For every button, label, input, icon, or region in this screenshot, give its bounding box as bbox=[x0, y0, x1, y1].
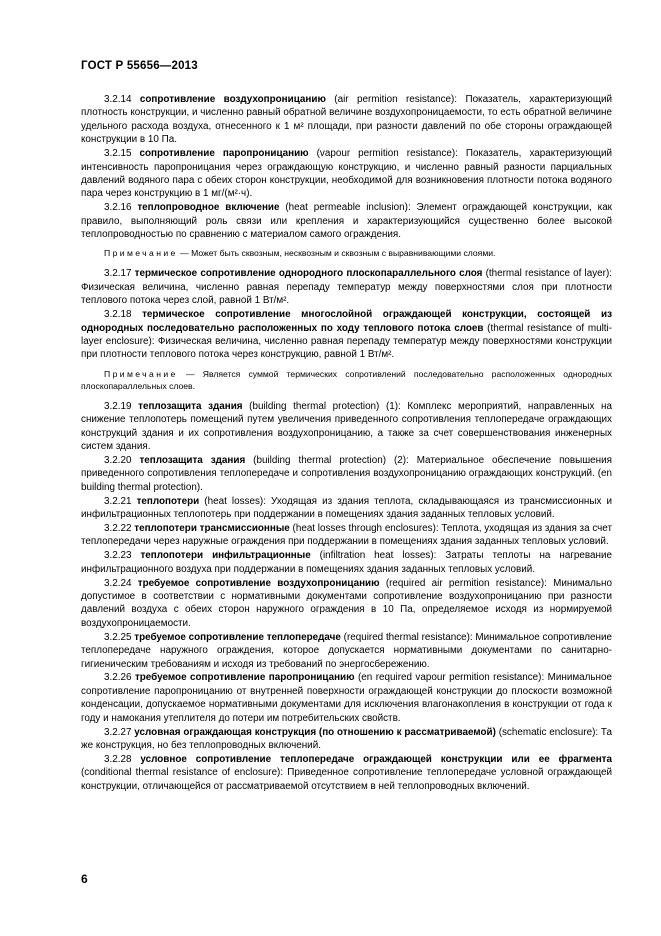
term-title: теплопотери bbox=[136, 495, 200, 507]
term-number: 3.2.25 bbox=[104, 631, 132, 643]
term-definition: (conditional thermal resistance of enclosure): Приведенное сопротивление теплопередаче условной ограждающей конструкции, отличающейся от рассматриваемой отсутствием в ней теплопроводных включений. bbox=[81, 767, 612, 792]
term-number: 3.2.18 bbox=[104, 309, 132, 321]
term-number: 3.2.14 bbox=[104, 94, 132, 105]
term-3-2-24 bbox=[81, 577, 612, 631]
term-number: 3.2.21 bbox=[104, 495, 132, 507]
note-label: Примечание bbox=[104, 248, 178, 259]
term-3-2-20 bbox=[81, 454, 612, 494]
term-number: 3.2.19 bbox=[104, 400, 132, 412]
term-3-2-25 bbox=[81, 631, 612, 671]
note-text: — Является суммой термических сопротивлений последовательно расположенных однородных плоскопараллельных слоев. bbox=[81, 368, 612, 391]
term-3-2-21 bbox=[81, 495, 612, 522]
term-title: теплопотери инфильтрационные bbox=[140, 550, 311, 562]
term-title: теплозащита здания bbox=[138, 400, 243, 412]
term-number: 3.2.26 bbox=[104, 672, 132, 684]
term-title: теплопроводное включение bbox=[137, 202, 280, 214]
term-title: теплозащита здания bbox=[139, 454, 246, 466]
term-number: 3.2.23 bbox=[104, 550, 132, 562]
term-number: 3.2.24 bbox=[104, 577, 132, 589]
term-3-2-28 bbox=[81, 753, 612, 793]
term-title: требуемое сопротивление воздухопроницанию bbox=[137, 577, 380, 589]
term-3-2-14 bbox=[81, 93, 612, 147]
document-header: ГОСТ Р 55656—2013 bbox=[81, 60, 198, 72]
note-text: — Может быть сквозным, несквозным и сквозным с выравнивающими слоями. bbox=[177, 248, 496, 259]
term-number: 3.2.17 bbox=[104, 268, 132, 280]
term-definition: (infiltration heat losses): Затраты теплоты на нагревание инфильтрационного воздуха при поддержании в помещениях здания заданных тепловых условий. bbox=[81, 550, 612, 575]
term-definition: (thermal resistance of layer): Физическая величина, численно равная перепаду температур между поверхностями слоя при плотности теплового потока через слой, равной 1 Вт/м². bbox=[81, 268, 612, 307]
term-3-2-18 bbox=[81, 308, 612, 362]
term-3-2-22 bbox=[81, 522, 612, 549]
page-number: 6 bbox=[81, 872, 88, 886]
term-title: термическое сопротивление однородного плоскопараллельного слоя bbox=[134, 268, 483, 280]
term-definition: (required air permition resistance): Минимально допустимое в соответствии с нормативными документами сопротивление воздухопроницанию при разности давлений воздуха с обеих сторон наружного ограждения в 10 Па, определяемое исходя из нормируемой воздухопроницаемости. bbox=[81, 577, 612, 629]
note-label: Примечание bbox=[104, 368, 178, 379]
term-3-2-27 bbox=[81, 726, 612, 753]
term-definition: (building thermal protection) (1): Комплекс мероприятий, направленных на снижение теплопотерь помещений путем увеличения приведенного сопротивления теплопередаче ограждающих конструкций здания и их сопротивления воздухопроницанию, а также за счет совершенствования инженерных систем здания. bbox=[81, 400, 612, 453]
term-number: 3.2.22 bbox=[104, 522, 132, 534]
term-definition: (schematic enclosure): Та же конструкция, но без теплопроводных включений. bbox=[81, 726, 613, 751]
note-1 bbox=[81, 247, 612, 259]
term-title: требуемое сопротивление паропроницанию bbox=[134, 672, 355, 684]
document-body bbox=[81, 93, 612, 794]
term-definition: (required thermal resistance): Минимальное сопротивление теплопередаче наружного ограждения, которое допускается нормативными документами по санитарно-гигиеническим требованиям и исходя из требований по энергосбережению. bbox=[81, 631, 612, 670]
term-title: теплопотери трансмиссионные bbox=[134, 522, 290, 534]
term-definition: (thermal resistance of multi-layer enclosure): Физическая величина, численно равная перепаду температур между поверхностями конструкции при плотности теплового потока через конструкцию, равной 1 Вт/м². bbox=[81, 322, 612, 361]
note-2 bbox=[81, 368, 612, 392]
term-3-2-15 bbox=[81, 147, 612, 201]
term-title: требуемое сопротивление теплопередаче bbox=[134, 631, 341, 643]
term-number: 3.2.16 bbox=[104, 202, 132, 214]
term-definition: (heat losses through enclosures): Теплота, уходящая из здания за счет теплопередачи через наружные ограждения при поддержании в помещениях здания заданных тепловых условий. bbox=[81, 522, 612, 548]
term-number: 3.2.28 bbox=[104, 753, 132, 765]
term-number: 3.2.20 bbox=[104, 454, 132, 466]
term-title: условная ограждающая конструкция (по отношению к рассматриваемой) bbox=[134, 726, 496, 738]
term-definition: (air permition resistance): Показатель, характеризующий плотность конструкции, и численно равный обратной величине воздухопроницаемости, то есть обратной величине удельного расхода воздуха, отнесенного к 1 м² площади, при разности давлений по обе стороны ограждающей конструкции в 10 Па. bbox=[81, 94, 612, 146]
term-3-2-26 bbox=[81, 671, 612, 725]
term-definition: (heat permeable inclusion): Элемент ограждающей конструкции, как правило, выполняющий роль связи или крепления и характеризующийся существенно более высокой теплопроводностью по сравнению с материалом самого ограждения. bbox=[81, 202, 612, 241]
term-definition: (vapour permition resistance): Показатель, характеризующий интенсивность паропроницания через ограждающую конструкцию, и численно равный разности парциальных давлений водяного пара с обеих сторон конструкции, необходимой для возникновения плотности потока водяного пара через конструкцию в 1 мг/(м²·ч). bbox=[81, 148, 613, 200]
term-title: сопротивление воздухопроницанию bbox=[139, 94, 326, 105]
term-title: условное сопротивление теплопередаче ограждающей конструкции или ее фрагмента bbox=[140, 753, 612, 765]
term-3-2-16 bbox=[81, 201, 612, 241]
term-definition: (heat losses): Уходящая из здания теплота, складывающаяся из трансмиссионных и инфильтрационных теплопотерь при поддержании в помещениях здания заданных тепловых условий. bbox=[81, 495, 612, 521]
term-title: сопротивление паропроницанию bbox=[139, 148, 309, 160]
term-definition: (en required vapour permition resistance): Минимальное сопротивление паропроницанию от внутренней поверхности ограждающей конструкции до плоскости возможной конденсации, допускаемое нормативными документами для исключения влагонакопления в конструкции от года к году и намокания утеплителя до потери им потребительских свойств. bbox=[81, 672, 612, 724]
term-definition: (building thermal protection) (2): Материальное обеспечение повышения приведенного сопротивления теплопередаче и сопротивления воздухопроницанию ограждающих конструкций. (en building thermal protection). bbox=[81, 454, 612, 493]
term-3-2-19 bbox=[81, 400, 612, 454]
term-number: 3.2.15 bbox=[104, 148, 132, 160]
term-3-2-17 bbox=[81, 267, 612, 307]
term-3-2-23 bbox=[81, 549, 612, 576]
term-number: 3.2.27 bbox=[104, 726, 132, 738]
term-title: термическое сопротивление многослойной ограждающей конструкции, состоящей из однородных последовательно расположенных по ходу теплового потока слоев bbox=[81, 309, 612, 334]
